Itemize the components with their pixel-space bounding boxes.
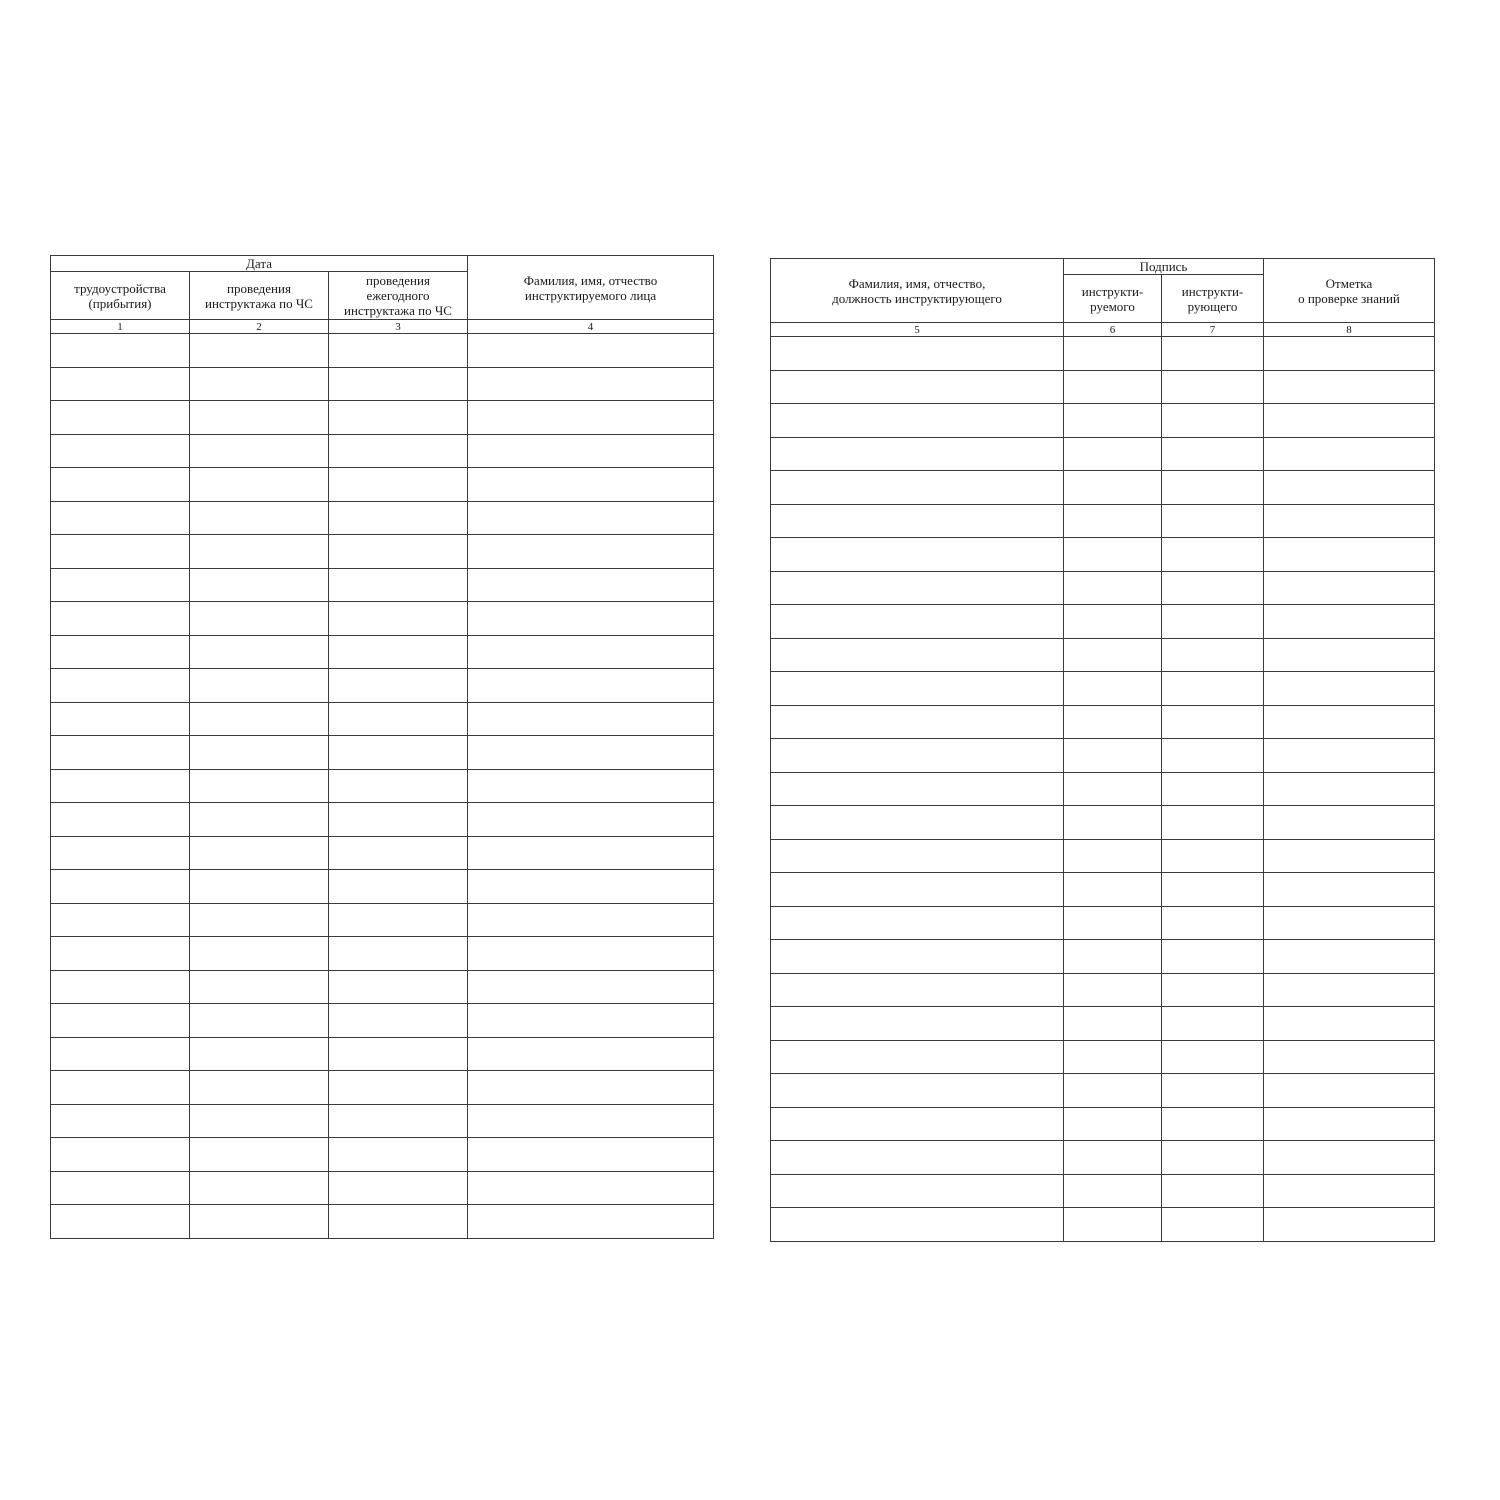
blank-cell[interactable]	[468, 401, 714, 435]
blank-cell[interactable]	[190, 803, 329, 837]
blank-cell[interactable]	[771, 337, 1064, 371]
blank-cell[interactable]	[51, 1037, 190, 1071]
table-row	[51, 434, 714, 468]
blank-cell[interactable]	[1264, 337, 1435, 371]
blank-cell[interactable]	[771, 739, 1064, 773]
blank-cell[interactable]	[1264, 471, 1435, 505]
blank-cell[interactable]	[190, 535, 329, 569]
blank-cell[interactable]	[771, 471, 1064, 505]
blank-cell[interactable]	[1162, 538, 1264, 572]
blank-cell[interactable]	[51, 535, 190, 569]
column-number: 6	[1064, 323, 1162, 337]
table-row	[771, 772, 1435, 806]
blank-cell[interactable]	[1162, 739, 1264, 773]
table-row	[51, 903, 714, 937]
blank-cell[interactable]	[771, 605, 1064, 639]
header-briefing-date: проведения инструктажа по ЧС	[190, 272, 329, 320]
table-row	[771, 1141, 1435, 1175]
blank-cell[interactable]	[771, 839, 1064, 873]
blank-cell[interactable]	[329, 1205, 468, 1239]
blank-cell[interactable]	[329, 1104, 468, 1138]
blank-cell[interactable]	[1064, 1174, 1162, 1208]
table-row	[51, 1104, 714, 1138]
header-trainee-signature: инструкти- руемого	[1064, 275, 1162, 323]
blank-cell[interactable]	[329, 702, 468, 736]
blank-cell[interactable]	[468, 334, 714, 368]
blank-cell[interactable]	[190, 836, 329, 870]
blank-cell[interactable]	[329, 870, 468, 904]
blank-cell[interactable]	[190, 702, 329, 736]
blank-cell[interactable]	[1264, 538, 1435, 572]
blank-cell[interactable]	[1264, 806, 1435, 840]
blank-cell[interactable]	[190, 870, 329, 904]
blank-cell[interactable]	[468, 702, 714, 736]
table-row	[51, 702, 714, 736]
blank-cell[interactable]	[51, 903, 190, 937]
blank-cell[interactable]	[1162, 638, 1264, 672]
blank-cell[interactable]	[329, 970, 468, 1004]
blank-cell[interactable]	[190, 367, 329, 401]
table-row	[51, 736, 714, 770]
blank-cell[interactable]	[1064, 605, 1162, 639]
table-row	[51, 568, 714, 602]
blank-cell[interactable]	[771, 571, 1064, 605]
blank-cell[interactable]	[190, 501, 329, 535]
blank-cell[interactable]	[51, 1205, 190, 1239]
blank-cell[interactable]	[329, 635, 468, 669]
table-row	[771, 1208, 1435, 1242]
blank-cell[interactable]	[51, 736, 190, 770]
blank-cell[interactable]	[51, 836, 190, 870]
table-row	[51, 769, 714, 803]
blank-cell[interactable]	[468, 1004, 714, 1038]
header-date-group: Дата	[51, 256, 468, 272]
blank-cell[interactable]	[51, 468, 190, 502]
header-instructor-signature: инструкти- рующего	[1162, 275, 1264, 323]
header-trainee-name: Фамилия, имя, отчество инструктируемого лица	[468, 256, 714, 320]
column-number: 1	[51, 320, 190, 334]
table-row	[51, 1138, 714, 1172]
blank-cell[interactable]	[1162, 940, 1264, 974]
blank-cell[interactable]	[468, 870, 714, 904]
blank-cell[interactable]	[329, 1171, 468, 1205]
blank-cell[interactable]	[51, 602, 190, 636]
blank-cell[interactable]	[1264, 605, 1435, 639]
blank-cell[interactable]	[329, 1071, 468, 1105]
blank-cell[interactable]	[1064, 1208, 1162, 1242]
blank-cell[interactable]	[468, 635, 714, 669]
blank-cell[interactable]	[1162, 571, 1264, 605]
blank-cell[interactable]	[329, 803, 468, 837]
blank-cell[interactable]	[1064, 1040, 1162, 1074]
blank-cell[interactable]	[1264, 571, 1435, 605]
table-row	[51, 870, 714, 904]
blank-cell[interactable]	[1162, 973, 1264, 1007]
blank-cell[interactable]	[1264, 973, 1435, 1007]
blank-cell[interactable]	[1064, 337, 1162, 371]
blank-cell[interactable]	[329, 334, 468, 368]
blank-cell[interactable]	[771, 1208, 1064, 1242]
table-row	[51, 501, 714, 535]
blank-cell[interactable]	[468, 367, 714, 401]
blank-cell[interactable]	[190, 401, 329, 435]
blank-cell[interactable]	[1064, 839, 1162, 873]
blank-cell[interactable]	[329, 501, 468, 535]
blank-cell[interactable]	[1064, 571, 1162, 605]
table-row	[771, 437, 1435, 471]
blank-cell[interactable]	[468, 769, 714, 803]
blank-cell[interactable]	[1264, 370, 1435, 404]
blank-cell[interactable]	[190, 1037, 329, 1071]
blank-cell[interactable]	[468, 535, 714, 569]
header-employment-date: трудоустройства (прибытия)	[51, 272, 190, 320]
blank-cell[interactable]	[1162, 806, 1264, 840]
blank-cell[interactable]	[190, 602, 329, 636]
blank-cell[interactable]	[1162, 672, 1264, 706]
blank-cell[interactable]	[1162, 1007, 1264, 1041]
blank-cell[interactable]	[1264, 437, 1435, 471]
blank-cell[interactable]	[190, 669, 329, 703]
table-row	[771, 638, 1435, 672]
blank-cell[interactable]	[1264, 404, 1435, 438]
table-row	[51, 367, 714, 401]
blank-cell[interactable]	[1162, 772, 1264, 806]
blank-cell[interactable]	[1162, 705, 1264, 739]
blank-cell[interactable]	[468, 1171, 714, 1205]
blank-cell[interactable]	[1162, 605, 1264, 639]
blank-cell[interactable]	[329, 1037, 468, 1071]
table-row	[771, 940, 1435, 974]
blank-cell[interactable]	[771, 404, 1064, 438]
blank-cell[interactable]	[51, 1138, 190, 1172]
blank-cell[interactable]	[1162, 471, 1264, 505]
blank-cell[interactable]	[329, 836, 468, 870]
table-row	[771, 806, 1435, 840]
blank-cell[interactable]	[329, 1138, 468, 1172]
blank-cell[interactable]	[1064, 370, 1162, 404]
blank-cell[interactable]	[1264, 1141, 1435, 1175]
blank-cell[interactable]	[51, 702, 190, 736]
blank-cell[interactable]	[1064, 538, 1162, 572]
blank-cell[interactable]	[1264, 1007, 1435, 1041]
blank-cell[interactable]	[771, 806, 1064, 840]
table-row	[771, 873, 1435, 907]
blank-cell[interactable]	[190, 1071, 329, 1105]
blank-cell[interactable]	[51, 803, 190, 837]
blank-cell[interactable]	[329, 468, 468, 502]
blank-cell[interactable]	[1162, 1074, 1264, 1108]
blank-cell[interactable]	[1064, 1074, 1162, 1108]
blank-cell[interactable]	[1064, 504, 1162, 538]
blank-cell[interactable]	[329, 535, 468, 569]
blank-cell[interactable]	[51, 1171, 190, 1205]
blank-cell[interactable]	[1064, 437, 1162, 471]
blank-cell[interactable]	[51, 434, 190, 468]
blank-cell[interactable]	[1162, 337, 1264, 371]
blank-cell[interactable]	[190, 769, 329, 803]
blank-cell[interactable]	[190, 568, 329, 602]
blank-cell[interactable]	[468, 1104, 714, 1138]
blank-cell[interactable]	[1162, 839, 1264, 873]
blank-cell[interactable]	[468, 736, 714, 770]
blank-cell[interactable]	[1264, 906, 1435, 940]
blank-cell[interactable]	[771, 772, 1064, 806]
blank-cell[interactable]	[1162, 1040, 1264, 1074]
blank-cell[interactable]	[1064, 404, 1162, 438]
blank-cell[interactable]	[1064, 906, 1162, 940]
blank-cell[interactable]	[771, 1007, 1064, 1041]
blank-cell[interactable]	[1264, 638, 1435, 672]
blank-cell[interactable]	[1162, 1141, 1264, 1175]
blank-cell[interactable]	[468, 803, 714, 837]
table-row	[51, 1037, 714, 1071]
blank-cell[interactable]	[1264, 1040, 1435, 1074]
table-row	[771, 839, 1435, 873]
blank-cell[interactable]	[1064, 873, 1162, 907]
blank-cell[interactable]	[51, 937, 190, 971]
blank-cell[interactable]	[1162, 404, 1264, 438]
blank-cell[interactable]	[771, 973, 1064, 1007]
blank-cell[interactable]	[190, 1104, 329, 1138]
blank-cell[interactable]	[468, 903, 714, 937]
blank-cell[interactable]	[1162, 1107, 1264, 1141]
table-row	[771, 404, 1435, 438]
blank-cell[interactable]	[468, 568, 714, 602]
table-row	[51, 669, 714, 703]
table-row	[771, 1174, 1435, 1208]
blank-cell[interactable]	[1264, 772, 1435, 806]
table-row	[51, 1004, 714, 1038]
blank-cell[interactable]	[771, 1040, 1064, 1074]
blank-cell[interactable]	[190, 1138, 329, 1172]
blank-cell[interactable]	[771, 672, 1064, 706]
blank-cell[interactable]	[468, 1037, 714, 1071]
blank-cell[interactable]	[771, 906, 1064, 940]
blank-cell[interactable]	[468, 1071, 714, 1105]
blank-cell[interactable]	[190, 635, 329, 669]
blank-cell[interactable]	[329, 568, 468, 602]
blank-cell[interactable]	[771, 1074, 1064, 1108]
blank-cell[interactable]	[51, 769, 190, 803]
right-journal-table	[770, 258, 1435, 1242]
table-row	[771, 1040, 1435, 1074]
header-signature-group: Подпись	[1064, 259, 1264, 275]
table-row	[51, 468, 714, 502]
header-instructor-name: Фамилия, имя, отчество, должность инструктирующего	[771, 259, 1064, 323]
blank-cell[interactable]	[1064, 739, 1162, 773]
blank-cell[interactable]	[51, 367, 190, 401]
header-knowledge-check: Отметка о проверке знаний	[1264, 259, 1435, 323]
blank-cell[interactable]	[771, 504, 1064, 538]
blank-cell[interactable]	[468, 501, 714, 535]
left-journal-table	[50, 255, 714, 1239]
blank-cell[interactable]	[51, 635, 190, 669]
table-row	[51, 1205, 714, 1239]
blank-cell[interactable]	[190, 334, 329, 368]
blank-cell[interactable]	[190, 1004, 329, 1038]
blank-cell[interactable]	[771, 1174, 1064, 1208]
table-row	[51, 602, 714, 636]
table-row	[771, 1074, 1435, 1108]
blank-cell[interactable]	[329, 669, 468, 703]
table-row	[771, 739, 1435, 773]
blank-cell[interactable]	[329, 602, 468, 636]
blank-cell[interactable]	[771, 1107, 1064, 1141]
blank-cell[interactable]	[1264, 839, 1435, 873]
blank-cell[interactable]	[51, 1104, 190, 1138]
blank-cell[interactable]	[771, 873, 1064, 907]
blank-cell[interactable]	[1162, 504, 1264, 538]
blank-cell[interactable]	[51, 401, 190, 435]
blank-cell[interactable]	[51, 669, 190, 703]
blank-cell[interactable]	[329, 937, 468, 971]
blank-cell[interactable]	[51, 501, 190, 535]
blank-cell[interactable]	[329, 434, 468, 468]
table-row	[51, 970, 714, 1004]
column-number: 7	[1162, 323, 1264, 337]
table-row	[771, 538, 1435, 572]
blank-cell[interactable]	[1264, 1107, 1435, 1141]
header-annual-briefing-date: проведения ежегодного инструктажа по ЧС	[329, 272, 468, 320]
table-row	[51, 836, 714, 870]
table-row	[771, 337, 1435, 371]
table-row	[51, 1071, 714, 1105]
blank-cell[interactable]	[1064, 672, 1162, 706]
table-row	[771, 471, 1435, 505]
blank-cell[interactable]	[329, 367, 468, 401]
blank-cell[interactable]	[190, 468, 329, 502]
column-number: 8	[1264, 323, 1435, 337]
blank-cell[interactable]	[51, 970, 190, 1004]
blank-cell[interactable]	[1162, 906, 1264, 940]
column-number: 4	[468, 320, 714, 334]
blank-cell[interactable]	[468, 836, 714, 870]
blank-cell[interactable]	[1162, 437, 1264, 471]
blank-cell[interactable]	[1162, 1174, 1264, 1208]
blank-cell[interactable]	[468, 434, 714, 468]
blank-cell[interactable]	[771, 370, 1064, 404]
blank-cell[interactable]	[468, 970, 714, 1004]
blank-cell[interactable]	[1264, 1174, 1435, 1208]
blank-cell[interactable]	[468, 669, 714, 703]
blank-cell[interactable]	[51, 870, 190, 904]
blank-cell[interactable]	[468, 1138, 714, 1172]
table-row	[51, 401, 714, 435]
blank-cell[interactable]	[771, 638, 1064, 672]
blank-cell[interactable]	[51, 1004, 190, 1038]
blank-cell[interactable]	[1162, 370, 1264, 404]
table-row	[771, 973, 1435, 1007]
column-number: 3	[329, 320, 468, 334]
blank-cell[interactable]	[329, 769, 468, 803]
blank-cell[interactable]	[468, 602, 714, 636]
blank-cell[interactable]	[190, 903, 329, 937]
blank-cell[interactable]	[1162, 1208, 1264, 1242]
blank-cell[interactable]	[1064, 973, 1162, 1007]
table-row	[771, 705, 1435, 739]
blank-cell[interactable]	[190, 434, 329, 468]
blank-cell[interactable]	[1064, 1007, 1162, 1041]
table-row	[51, 1171, 714, 1205]
blank-cell[interactable]	[1264, 1208, 1435, 1242]
blank-cell[interactable]	[771, 705, 1064, 739]
table-row	[51, 535, 714, 569]
table-row	[771, 571, 1435, 605]
blank-cell[interactable]	[1264, 705, 1435, 739]
blank-cell[interactable]	[190, 1205, 329, 1239]
blank-cell[interactable]	[1064, 638, 1162, 672]
table-row	[771, 1007, 1435, 1041]
blank-cell[interactable]	[1264, 739, 1435, 773]
blank-cell[interactable]	[190, 970, 329, 1004]
blank-cell[interactable]	[1064, 705, 1162, 739]
column-number: 2	[190, 320, 329, 334]
blank-cell[interactable]	[1264, 504, 1435, 538]
blank-cell[interactable]	[51, 568, 190, 602]
blank-cell[interactable]	[468, 468, 714, 502]
blank-cell[interactable]	[771, 538, 1064, 572]
blank-cell[interactable]	[1264, 940, 1435, 974]
blank-cell[interactable]	[190, 937, 329, 971]
table-row	[771, 1107, 1435, 1141]
blank-cell[interactable]	[1064, 940, 1162, 974]
table-row	[51, 937, 714, 971]
blank-cell[interactable]	[771, 437, 1064, 471]
table-row	[771, 605, 1435, 639]
table-row	[51, 803, 714, 837]
blank-cell[interactable]	[1264, 672, 1435, 706]
column-number: 5	[771, 323, 1064, 337]
blank-cell[interactable]	[329, 1004, 468, 1038]
blank-cell[interactable]	[1162, 873, 1264, 907]
blank-cell[interactable]	[329, 736, 468, 770]
blank-cell[interactable]	[329, 401, 468, 435]
blank-cell[interactable]	[771, 940, 1064, 974]
blank-cell[interactable]	[771, 1141, 1064, 1175]
table-row	[771, 504, 1435, 538]
table-row	[51, 334, 714, 368]
blank-cell[interactable]	[1064, 471, 1162, 505]
blank-cell[interactable]	[190, 1171, 329, 1205]
blank-cell[interactable]	[51, 334, 190, 368]
blank-cell[interactable]	[51, 1071, 190, 1105]
blank-cell[interactable]	[1064, 1107, 1162, 1141]
blank-cell[interactable]	[329, 903, 468, 937]
blank-cell[interactable]	[1064, 772, 1162, 806]
blank-cell[interactable]	[1064, 1141, 1162, 1175]
table-row	[51, 635, 714, 669]
blank-cell[interactable]	[1064, 806, 1162, 840]
table-row	[771, 672, 1435, 706]
table-row	[771, 370, 1435, 404]
blank-cell[interactable]	[1264, 873, 1435, 907]
blank-cell[interactable]	[468, 1205, 714, 1239]
blank-cell[interactable]	[190, 736, 329, 770]
blank-cell[interactable]	[1264, 1074, 1435, 1108]
blank-cell[interactable]	[468, 937, 714, 971]
table-row	[771, 906, 1435, 940]
